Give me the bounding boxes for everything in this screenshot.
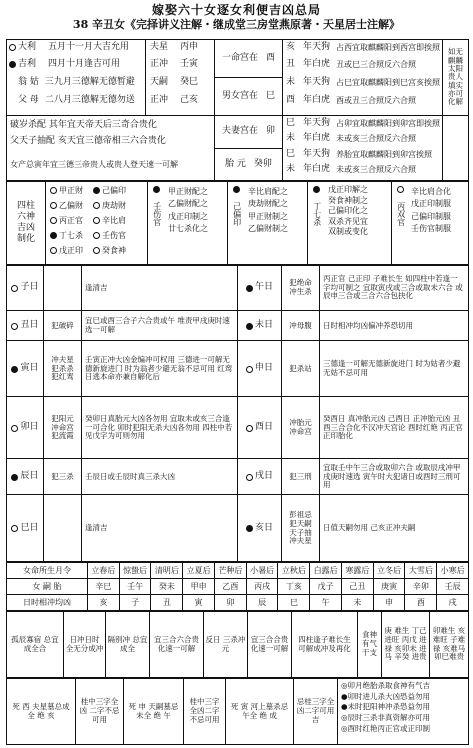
- table-cell: 酉: [404, 595, 436, 610]
- day-branch: 子日: [7, 266, 43, 310]
- day-note: 宜取壬中午三合或取卯六合 或取辰戌冲甲戌庚时速选 寅午时大犯诸日或酉时三刑可用: [319, 459, 468, 494]
- table-cell: 乙酉: [214, 579, 246, 594]
- circle-mark-icon: [50, 217, 57, 224]
- table-cell: 丑: [150, 595, 182, 610]
- row-header: 女命所生月令: [22, 565, 71, 575]
- day-branch: 巳日: [7, 495, 43, 561]
- table-cell: 寅: [182, 595, 214, 610]
- conflict-notes: 破岁杀配 其年宜天帝天后三奇合贵化 父天子抽配 亥天宜三德帝相三六合贵化 女产总寅年宜三德三帝贵人或贵人登天速一可解: [10, 120, 178, 169]
- day-branch: 亥日: [237, 495, 281, 561]
- row-header: 日时相冲均凶: [22, 597, 71, 607]
- filled-dot-icon: [246, 323, 253, 330]
- day-omen: 冲夫星 犯杀杀 犯红鸾: [43, 341, 81, 396]
- day-note: 逢清吉: [81, 266, 237, 310]
- filled-dot-icon: [50, 232, 57, 239]
- resolve-grid: [6, 611, 469, 678]
- filled-dot-icon: [153, 186, 160, 193]
- day-row: [7, 310, 468, 340]
- document-subtitle: 38 辛丑女《完择讲义注解・继成堂三房堂燕原著・天星居士注解》: [72, 18, 401, 31]
- circle-mark-icon: [246, 474, 253, 481]
- filled-dot-icon: [313, 186, 320, 193]
- stem-progress: 庚 难生 丁己 进旺 丙戊 进禄 亥卯未 进马 辛癸 进贵: [381, 612, 429, 677]
- day-row: [7, 340, 468, 396]
- row-header: 女 嗣 胎: [32, 581, 62, 591]
- day-note: 壬辰日或壬辰时真三杀大凶: [81, 459, 237, 494]
- table-cell: 庚寅: [373, 579, 405, 594]
- day-branch: 寅日: [7, 341, 43, 396]
- table-cell: 惊蛰后: [119, 563, 151, 578]
- six-gods-heading: 四柱 六神 吉凶 制化: [16, 200, 35, 245]
- table-cell: 辛卯: [404, 579, 436, 594]
- day-omen: 犯破碎: [43, 311, 81, 340]
- table-cell: 丁亥: [277, 579, 309, 594]
- branch-progress: 卯难生 亥难旺 子难禄 亥难马 卯巳难贵: [429, 612, 468, 677]
- day-omen: 犯杀站: [281, 341, 319, 396]
- pillar-resolve: 四柱逢子难长生 可解成冲及再化: [291, 612, 357, 677]
- document-title: 嫁娶六十女逐女利便吉凶总局: [151, 3, 321, 17]
- table-cell: 辛巳: [87, 579, 119, 594]
- day-branch: 未日: [237, 311, 281, 340]
- pillar-note-c: 忌桂三字全 凶二字可用吉: [293, 679, 337, 744]
- circle-mark-icon: [50, 247, 57, 254]
- table-cell: 立冬后: [373, 563, 405, 578]
- filled-dot-icon: [93, 187, 100, 194]
- day-branch: 戌日: [237, 459, 281, 494]
- day-omen: 犯阳元 冲命宫 犯流霞: [43, 397, 81, 458]
- day-omen: 犯三杀: [43, 459, 81, 494]
- bottom-grid: [6, 678, 469, 745]
- reverse-day: 反日 三杀冲元: [203, 612, 247, 677]
- summary-notes: ◎卯月绝胎杀取食神有气吉 ●卯时进儿杀大凶恐益勿用 ●未时犯阳神冲杀恐益勿用 ◎辰时三杀非真资解亦可用 ◎酉时红艳丙正官或正印制: [337, 679, 468, 744]
- day-note: 癸卯日真胎元大凶各勿用 宜取未或亥三合逢一可合化 卯时犯阳无杀大凶各勿用 四柱中若见戊字为可则勿用: [81, 397, 237, 458]
- filled-dot-icon: [11, 366, 18, 373]
- section-day-table: [6, 265, 469, 562]
- day-omen: 冲母腹: [281, 311, 319, 340]
- table-cell: 午: [309, 595, 341, 610]
- clash-row: [7, 595, 468, 610]
- circle-mark-icon: [11, 323, 18, 330]
- day-branch: 午日: [237, 266, 281, 310]
- day-omen: 彭祖忌 犯天嗣 天子抽 冲夫星: [281, 495, 319, 561]
- circle-mark-icon: [397, 186, 404, 193]
- star-table: 夫星 丙申 正冲 壬寅 天嗣 癸巳 正冲 己亥: [145, 40, 214, 115]
- section-six-gods: [6, 181, 469, 265]
- circle-mark-icon: [50, 202, 57, 209]
- day-omen: 冲胎元 冲命宫: [281, 397, 319, 458]
- filled-dot-icon: [233, 186, 240, 193]
- filled-dot-icon: [9, 61, 16, 68]
- spouse-year-list: 巳 年天狗 占卯宜取麒麟阳到卯宫即挨照 未 年白虎 未或亥三合照反六合照 巳 年天狗 养胎宜取麒麟阳到卯宫挨照 未 年白虎 未或亥三合照反六合照: [282, 116, 442, 180]
- separate-clash: 隔别冲 总宜成全: [105, 612, 149, 677]
- section-spouse-palace: [6, 115, 469, 181]
- day-branch: 申日: [237, 341, 281, 396]
- combo-resolve-b: 宜三合合贵 化速一可解: [247, 612, 291, 677]
- pillar-note-b: 桂中三字 全凶二字 不忌可用: [183, 679, 225, 744]
- day-omen: 犯三刑: [281, 459, 319, 494]
- heir-tomb: 死 申 天嗣墓忌未全 绝 午: [123, 679, 183, 744]
- children-palace: 男女宫在 巳: [214, 77, 282, 115]
- table-cell: 己丑: [341, 579, 373, 594]
- resolution-note: 如无麒麟太阳贵人填实亦可化解: [442, 40, 468, 115]
- circle-mark-icon: [93, 202, 100, 209]
- day-note: 癸酉日 真冲胎元凶 己酉日 正冲胎元凶 丑酉三合合化不汉冲天宫论 酉时红艳 丙正官正印胎化: [319, 397, 468, 458]
- filled-dot-icon: [246, 285, 253, 292]
- circle-mark-icon: [93, 217, 100, 224]
- table-cell: 甲申: [182, 579, 214, 594]
- benefit-list: 大利 五月十一月大吉允用 吉利 四月十月逢吉可用 翁 姑 三九月三德解无德暂避 父 母 二八月三德解无德勿送: [7, 40, 145, 115]
- day-clash: 日冲日时 全无分成冲: [63, 612, 105, 677]
- pillar-note-a: 桂中三字全凶 二字不忌可用: [75, 679, 123, 744]
- filled-dot-icon: [246, 525, 253, 532]
- table-cell: 立秋后: [277, 563, 309, 578]
- resolve-group-qisha: 丁七杀 戊正印解之 癸食神制之 己偏印化之 双杀齐见宜 双制或变化: [307, 182, 391, 264]
- circle-mark-icon: [50, 187, 57, 194]
- life-palace: 一命宫在 酉: [214, 40, 282, 77]
- section-destiny-palace: [6, 39, 469, 116]
- table-cell: 立春后: [87, 563, 119, 578]
- day-note: 三德逢一可解无德新旋进门 时为姑者少避无姑不忌可用: [319, 341, 468, 396]
- circle-mark-icon: [11, 525, 18, 532]
- spouse-palace: 夫妻宫在 卯: [214, 116, 282, 148]
- table-cell: 立夏后: [182, 563, 214, 578]
- lone-widow: 孤辰寡宿 总宜成全合: [11, 634, 59, 653]
- day-note: 日值天嗣勿用 己亥正冲夫嗣: [319, 495, 468, 561]
- table-cell: 小寒后: [436, 563, 468, 578]
- resolve-group-shangguan: 壬伤官 甲正财配之 乙偏财配之 戊正印制之 廿七杀化之: [147, 182, 227, 264]
- table-cell: 辰: [246, 595, 278, 610]
- circle-mark-icon: [246, 366, 253, 373]
- table-cell: 芒种后: [214, 563, 246, 578]
- year-star-list: 亥 年天狗 占西宜取麒麟阳到西宫即挨照 丑 年白虎 丑或巳三合照反六合照 未 年天狗 占巳宜取麒麟阳到巳宫亥挨照 酉 年白虎 酉或丑三合照反六合照: [282, 40, 442, 115]
- blank-cell: [442, 116, 468, 180]
- table-cell: 未: [341, 595, 373, 610]
- day-omen: 犯绝命 冲生杀: [281, 266, 319, 310]
- day-branch: 丑日: [7, 311, 43, 340]
- day-row: [7, 494, 468, 561]
- circle-mark-icon: [9, 44, 16, 51]
- womb-row: [7, 579, 468, 595]
- day-row: [7, 458, 468, 494]
- circle-mark-icon: [93, 247, 100, 254]
- month-row: [7, 563, 468, 579]
- river-tomb: 死 寅 河上墓杀忌午全 绝 成: [225, 679, 293, 744]
- circle-mark-icon: [11, 425, 18, 432]
- day-note: 宜巳或酉三合子六合贵或午 堆责甲戌庚时速选一可解: [81, 311, 237, 340]
- table-cell: 小暑后: [246, 563, 278, 578]
- table-cell: 卯: [214, 595, 246, 610]
- table-cell: 寒露后: [341, 563, 373, 578]
- table-cell: 申: [373, 595, 405, 610]
- table-cell: 白露后: [309, 563, 341, 578]
- table-cell: 壬辰: [436, 579, 468, 594]
- day-note: 壬寅正冲大凶金编冲可权用 三德进一可解无德新旋进门 时为翁者少避无翁不忌可用 红鸾日逃本命亦兼自解化后: [81, 341, 237, 396]
- document-page: [4, 3, 469, 745]
- day-omen: [43, 266, 81, 310]
- day-note: 日时相冲均凶偏冲养恐切用: [319, 311, 468, 340]
- table-cell: 癸未: [150, 579, 182, 594]
- resolve-group-pianyin: 己偏印 辛比肩配之 庚劫财配之 甲正财制之 乙偏财制之: [227, 182, 307, 264]
- day-branch: 酉日: [237, 397, 281, 458]
- ten-gods-list: 甲正财 己偏印 乙偏财 庚劫财 丙正官 辛比肩 丁七杀 壬伤官 戊正印 癸食神: [45, 182, 147, 264]
- circle-mark-icon: [11, 285, 18, 292]
- table-cell: 壬午: [119, 579, 151, 594]
- day-note: 逢清吉: [81, 495, 237, 561]
- resolve-group-zhengguan: 丙双官 辛比肩合化 戊正印制服 己偏印制服 壬伤官制服: [391, 182, 468, 264]
- day-branch: 辰日: [7, 459, 43, 494]
- table-cell: 亥: [87, 595, 119, 610]
- table-cell: 子: [119, 595, 151, 610]
- table-cell: 戊子: [309, 579, 341, 594]
- table-cell: 戌: [436, 595, 468, 610]
- table-cell: 巳: [277, 595, 309, 610]
- day-row: [7, 396, 468, 458]
- combo-resolve-a: 宜三合六合贵 化速一可解: [149, 612, 203, 677]
- day-omen: [43, 495, 81, 561]
- circle-mark-icon: [93, 232, 100, 239]
- food-god: 食神 有气 干支: [357, 612, 381, 677]
- circle-mark-icon: [246, 425, 253, 432]
- table-cell: 大雪后: [404, 563, 436, 578]
- day-row: [7, 266, 468, 310]
- womb-origin: 胎 元 癸卯: [214, 148, 282, 180]
- day-branch: 卯日: [7, 397, 43, 458]
- table-cell: 清明后: [150, 563, 182, 578]
- husband-star-tomb: 死 西 夫星墓总成全 绝 亥: [12, 701, 70, 720]
- filled-dot-icon: [11, 474, 18, 481]
- table-cell: 丙戌: [246, 579, 278, 594]
- day-note: 丙正官 己正印 子难长生 如四柱中若逢一字均可制之 宜取寅戌或三合或取未六合 或辰申三合或三合六合包抉化: [319, 266, 468, 310]
- month-table: [6, 562, 469, 611]
